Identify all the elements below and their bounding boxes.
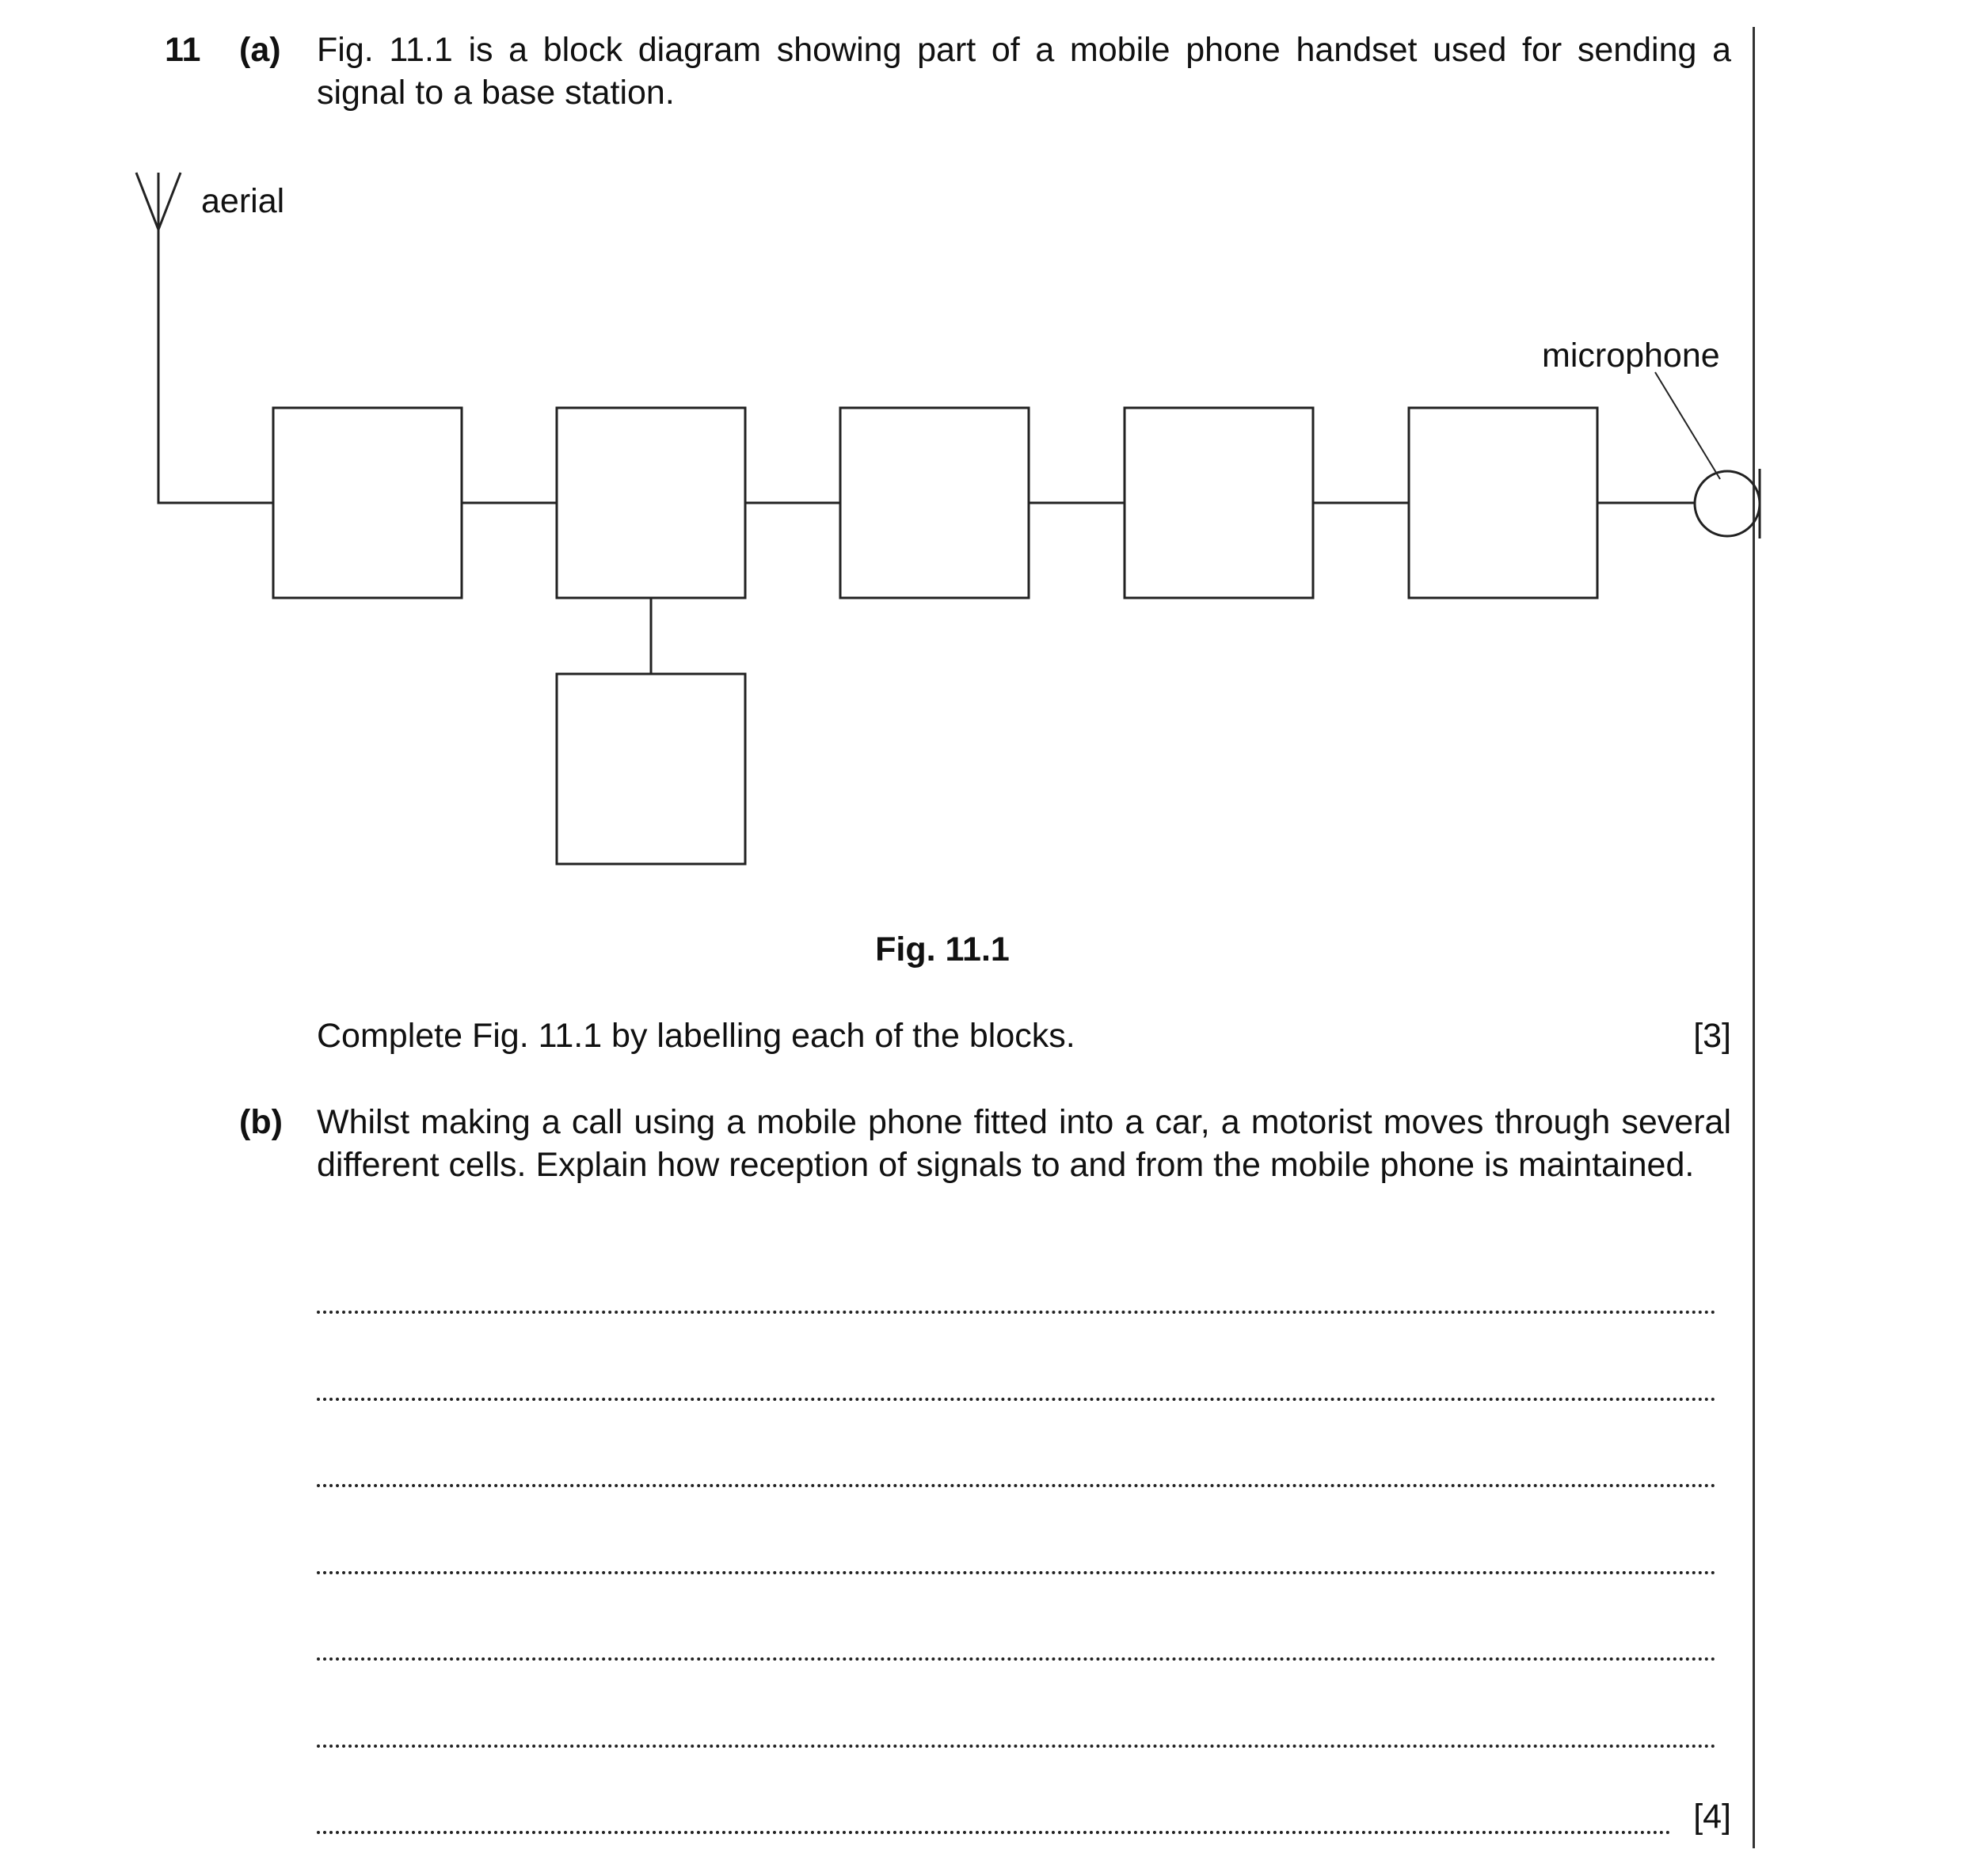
block-diagram bbox=[0, 0, 1964, 887]
answer-line[interactable] bbox=[317, 1626, 1716, 1661]
microphone-icon bbox=[1695, 471, 1760, 536]
question-number: 11 bbox=[165, 31, 201, 69]
block-4[interactable] bbox=[1125, 408, 1313, 598]
microphone-leader-line bbox=[1655, 372, 1720, 479]
block-2[interactable] bbox=[557, 408, 745, 598]
part-b-label: (b) bbox=[239, 1103, 283, 1141]
part-a-instruction: Complete Fig. 11.1 by labelling each of the blocks. bbox=[317, 1017, 1075, 1055]
block-6[interactable] bbox=[557, 674, 745, 864]
part-a-marks: [3] bbox=[1693, 1017, 1731, 1055]
figure-caption: Fig. 11.1 bbox=[875, 930, 1010, 968]
part-b-text: Whilst making a call using a mobile phone fitted into a car, a motorist moves through several different cells. Explain how reception of signals to and from the mobile phone is maintained. bbox=[317, 1103, 1731, 1184]
answer-line[interactable] bbox=[317, 1799, 1671, 1834]
part-b-marks: [4] bbox=[1693, 1798, 1731, 1836]
aerial-left-prong bbox=[136, 173, 158, 230]
answer-line[interactable] bbox=[317, 1539, 1716, 1574]
answer-line[interactable] bbox=[317, 1366, 1716, 1401]
block-5[interactable] bbox=[1409, 408, 1597, 598]
block-1[interactable] bbox=[273, 408, 462, 598]
part-a-intro: Fig. 11.1 is a block diagram showing part of a mobile phone handset used for sending a signal to a base station. bbox=[317, 31, 1731, 112]
aerial-label: aerial bbox=[201, 182, 285, 220]
block-3[interactable] bbox=[840, 408, 1029, 598]
aerial-feed-line bbox=[158, 230, 273, 503]
answer-line[interactable] bbox=[317, 1713, 1716, 1748]
answer-line[interactable] bbox=[317, 1279, 1716, 1314]
aerial-right-prong bbox=[158, 173, 181, 230]
part-a-label: (a) bbox=[239, 31, 281, 69]
answer-line[interactable] bbox=[317, 1452, 1716, 1487]
microphone-label: microphone bbox=[1542, 337, 1720, 375]
